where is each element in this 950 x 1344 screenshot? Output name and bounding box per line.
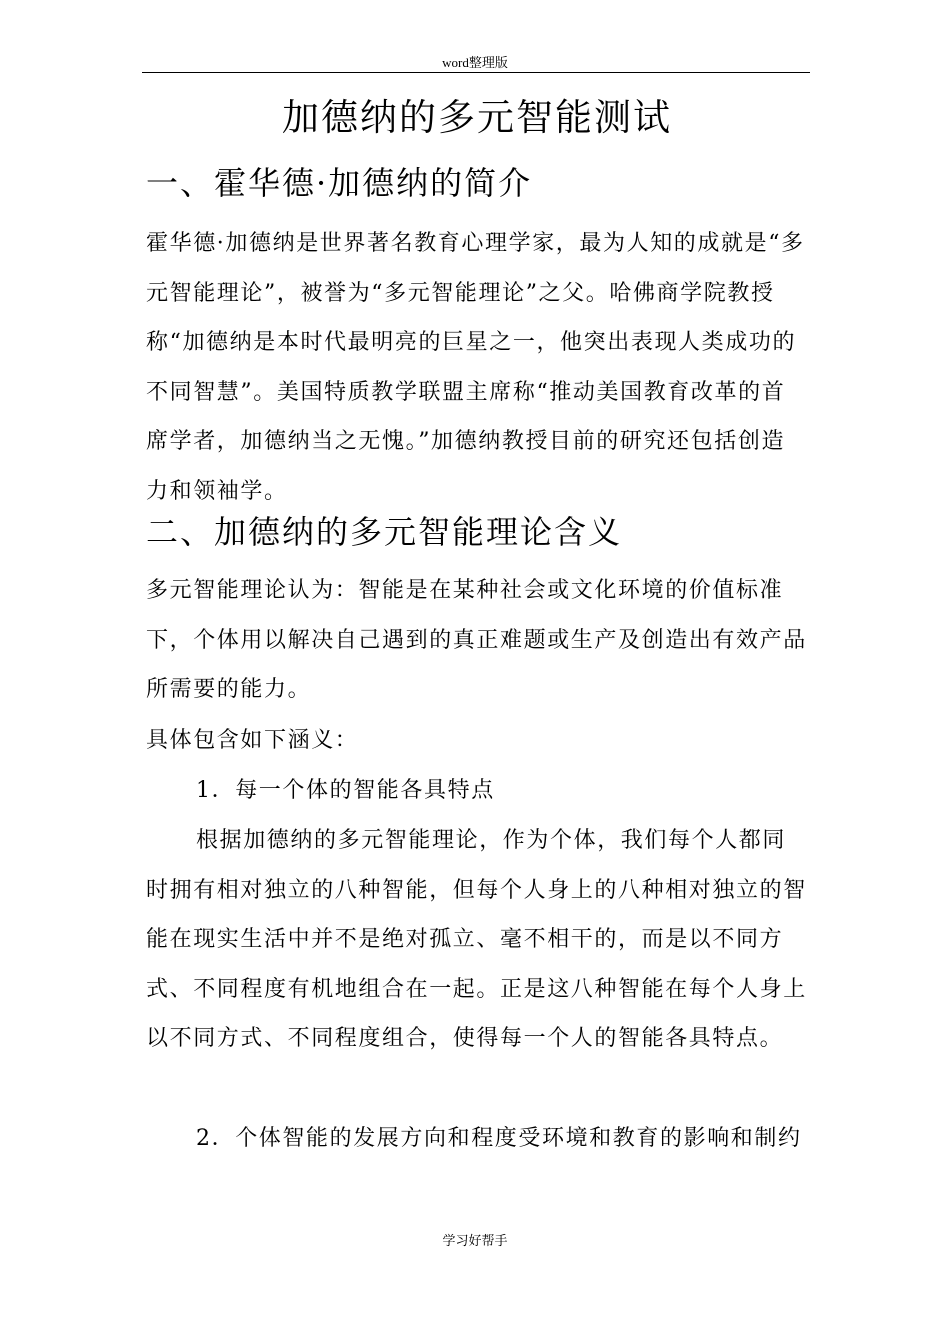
section-2-intro-paragraph: 多元智能理论认为：智能是在某种社会或文化环境的价值标准下，个体用以解决自己遇到的真正难题或生产及创造出有效产品所需要的能力。 — [146, 578, 807, 702]
page-footer: 学习好帮手 — [442, 1233, 508, 1248]
page-header: word整理版 — [442, 55, 508, 70]
header-divider — [142, 72, 810, 73]
section-1-paragraph: 霍华德·加德纳是世界著名教育心理学家，最为人知的成就是“多元智能理论”，被誉为“多元智能理论”之父。哈佛商学院教授称“加德纳是本时代最明亮的巨星之一，他突出表现人类成功的不同智慧”。美国特质教学联盟主席称“推动美国教育改革的首席学者，加德纳当之无愧。”加德纳教授目前的研究还包括创造力和领袖学。 — [146, 231, 805, 504]
section-1-heading: 一、霍华德·加德纳的简介 — [146, 164, 533, 202]
document-title: 加德纳的多元智能测试 — [282, 96, 672, 139]
section-2-heading: 二、加德纳的多元智能理论含义 — [146, 513, 623, 551]
list-item-1-title: 1．每一个体的智能各具特点 — [196, 778, 495, 803]
list-item-2-title: 2．个体智能的发展方向和程度受环境和教育的影响和制约 — [196, 1126, 802, 1151]
section-2-lead-line: 具体包含如下涵义： — [146, 728, 359, 753]
list-item-1-paragraph: 根据加德纳的多元智能理论，作为个体，我们每个人都同时拥有相对独立的八种智能，但每个人身上的八种相对独立的智能在现实生活中并不是绝对孤立、毫不相干的，而是以不同方式、不同程度有机地组合在一起。正是这八种智能在每个人身上以不同方式、不同程度组合，使得每一个人的智能各具特点。 — [146, 828, 807, 1051]
